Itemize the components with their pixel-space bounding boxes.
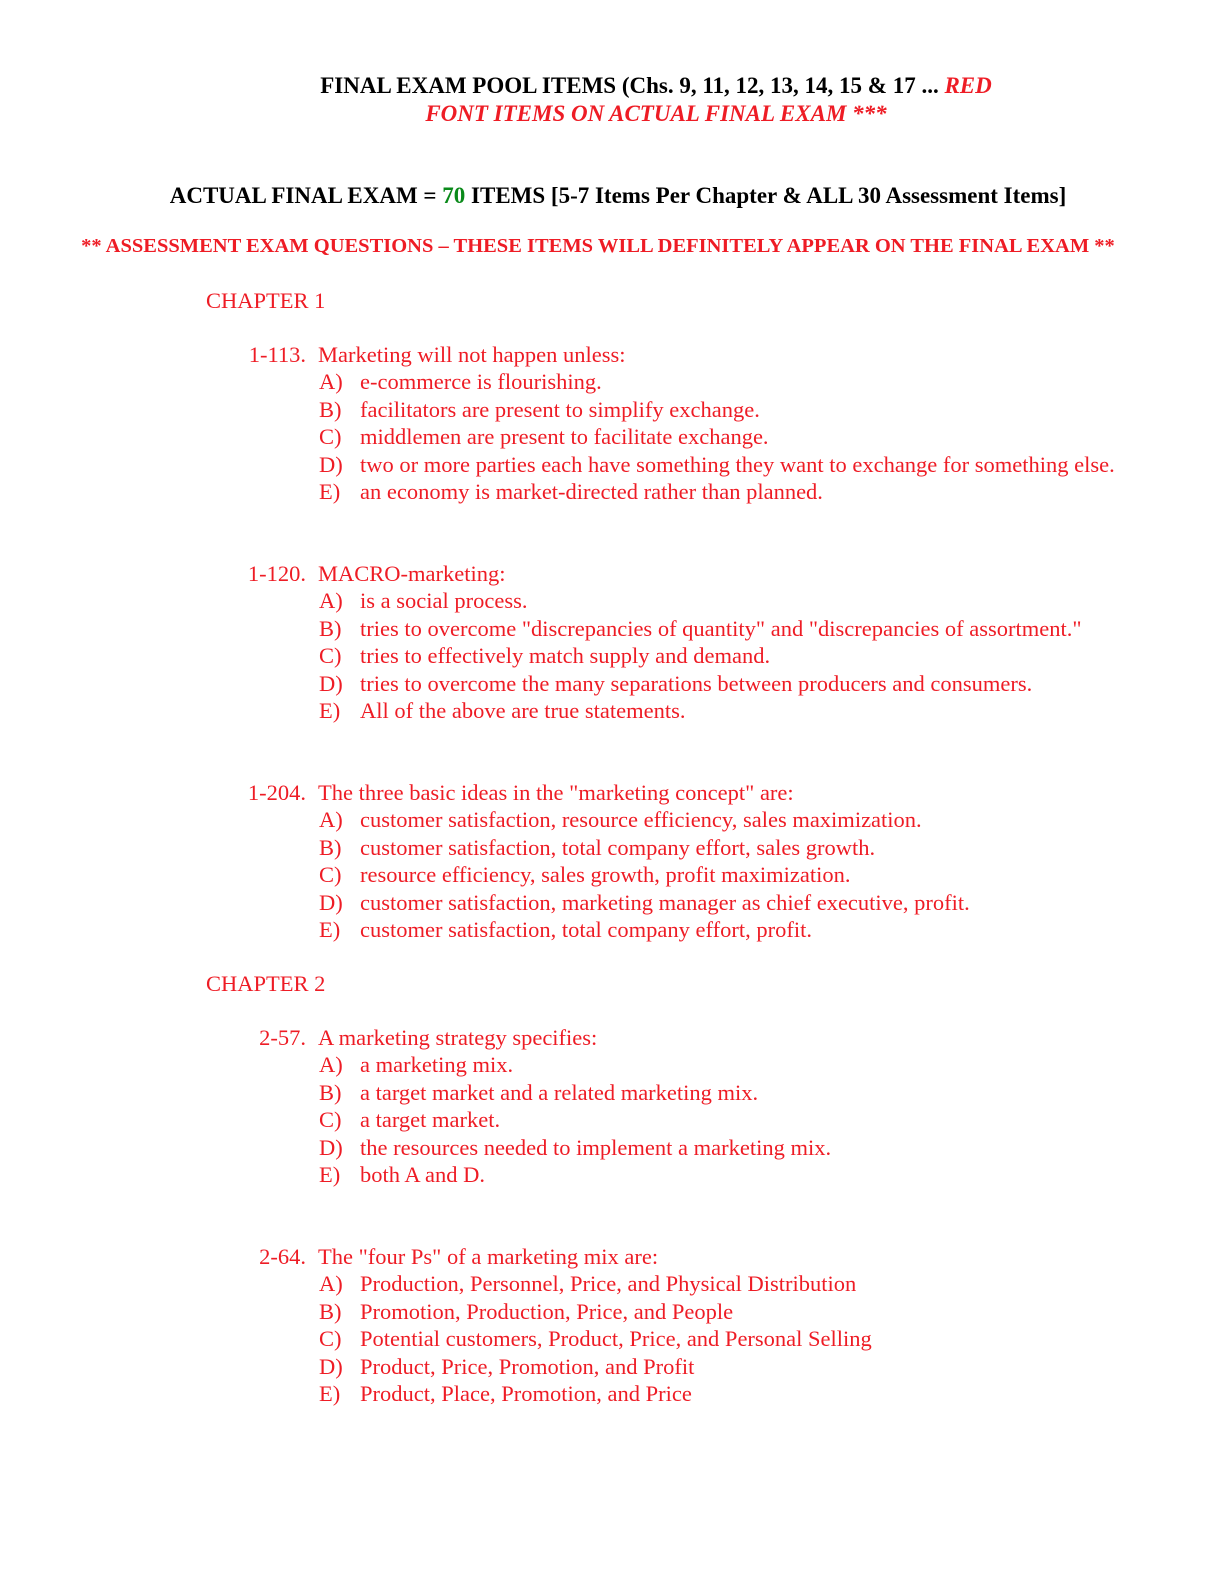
option-letter: B) bbox=[319, 1298, 342, 1324]
option-letter: C) bbox=[319, 1107, 342, 1133]
answer-option bbox=[0, 916, 1224, 943]
option-letter: A) bbox=[319, 588, 343, 614]
answer-option bbox=[0, 451, 1224, 478]
question-item bbox=[0, 1243, 1224, 1407]
option-letter: D) bbox=[319, 1353, 343, 1379]
answer-option bbox=[0, 1380, 1224, 1407]
option-letter: A) bbox=[319, 369, 343, 395]
option-text: customer satisfaction, total company effort, profit. bbox=[360, 916, 812, 942]
exam-count-suffix: ITEMS [5-7 Items Per Chapter & ALL 30 Assessment Items] bbox=[465, 183, 1067, 208]
option-letter: E) bbox=[319, 478, 341, 504]
answer-option bbox=[0, 1106, 1224, 1133]
question-stem: A marketing strategy specifies: bbox=[318, 1025, 598, 1050]
option-letter: E) bbox=[319, 916, 341, 942]
answer-option bbox=[0, 861, 1224, 888]
answer-option bbox=[0, 1134, 1224, 1161]
question-number: 2-64. bbox=[259, 1244, 306, 1269]
question-item bbox=[0, 560, 1224, 724]
option-text: Production, Personnel, Price, and Physical Distribution bbox=[360, 1271, 857, 1297]
question-number: 1-204. bbox=[247, 780, 306, 805]
option-letter: E) bbox=[319, 1161, 341, 1187]
answer-option bbox=[0, 615, 1224, 642]
answer-option bbox=[0, 368, 1224, 395]
option-letter: D) bbox=[319, 889, 343, 915]
exam-count-number: 70 bbox=[442, 183, 466, 208]
option-text: a target market and a related marketing mix. bbox=[360, 1079, 759, 1105]
title-black-text: FINAL EXAM POOL ITEMS (Chs. 9, 11, 12, 13, 14, 15 & 17 ... bbox=[320, 73, 945, 98]
answer-option bbox=[0, 1325, 1224, 1352]
option-letter: A) bbox=[319, 807, 343, 833]
document-title-line-2: FONT ITEMS ON ACTUAL FINAL EXAM *** bbox=[425, 101, 887, 126]
option-letter: B) bbox=[319, 1079, 342, 1105]
answer-option bbox=[0, 697, 1224, 724]
answer-option bbox=[0, 478, 1224, 505]
option-text: a marketing mix. bbox=[360, 1052, 514, 1078]
chapter-heading: CHAPTER 2 bbox=[206, 971, 326, 996]
option-letter: C) bbox=[319, 424, 342, 450]
option-letter: D) bbox=[319, 670, 343, 696]
chapter-heading: CHAPTER 1 bbox=[206, 288, 326, 313]
option-letter: B) bbox=[319, 615, 342, 641]
option-text: a target market. bbox=[360, 1107, 501, 1133]
option-letter: C) bbox=[319, 643, 342, 669]
option-letter: D) bbox=[319, 451, 343, 477]
answer-option bbox=[0, 889, 1224, 916]
title-red-text: RED bbox=[944, 73, 992, 98]
option-text: customer satisfaction, total company effort, sales growth. bbox=[360, 834, 876, 860]
option-text: tries to overcome the many separations between producers and consumers. bbox=[360, 670, 1033, 696]
option-letter: D) bbox=[319, 1134, 343, 1160]
answer-option bbox=[0, 1353, 1224, 1380]
option-text: Potential customers, Product, Price, and Personal Selling bbox=[360, 1326, 872, 1352]
answer-option bbox=[0, 670, 1224, 697]
option-text: e-commerce is flourishing. bbox=[360, 369, 602, 395]
answer-option bbox=[0, 423, 1224, 450]
option-letter: B) bbox=[319, 396, 342, 422]
option-letter: B) bbox=[319, 834, 342, 860]
option-text: Product, Price, Promotion, and Profit bbox=[360, 1353, 695, 1379]
option-text: tries to effectively match supply and demand. bbox=[360, 643, 771, 669]
assessment-banner: ** ASSESSMENT EXAM QUESTIONS – THESE ITEMS WILL DEFINITELY APPEAR ON THE FINAL EXAM ** bbox=[81, 235, 1115, 257]
option-letter: E) bbox=[319, 697, 341, 723]
answer-option bbox=[0, 1298, 1224, 1325]
option-text: Promotion, Production, Price, and People bbox=[360, 1298, 734, 1324]
option-text: customer satisfaction, resource efficiency, sales maximization. bbox=[360, 807, 922, 833]
question-stem: Marketing will not happen unless: bbox=[318, 342, 626, 367]
option-text: tries to overcome "discrepancies of quantity" and "discrepancies of assortment." bbox=[360, 615, 1082, 641]
answer-option bbox=[0, 1270, 1224, 1297]
document-title-line-1 bbox=[0, 72, 1224, 100]
option-text: Product, Place, Promotion, and Price bbox=[360, 1380, 692, 1406]
answer-option bbox=[0, 1079, 1224, 1106]
answer-option bbox=[0, 834, 1224, 861]
option-text: an economy is market-directed rather than planned. bbox=[360, 478, 823, 504]
exam-item-count bbox=[0, 182, 1224, 210]
option-letter: A) bbox=[319, 1052, 343, 1078]
option-text: middlemen are present to facilitate exchange. bbox=[360, 424, 769, 450]
question-number: 1-120. bbox=[247, 561, 306, 586]
exam-count-prefix: ACTUAL FINAL EXAM = bbox=[169, 183, 443, 208]
answer-option bbox=[0, 396, 1224, 423]
question-item bbox=[0, 779, 1224, 943]
option-text: the resources needed to implement a marketing mix. bbox=[360, 1134, 832, 1160]
answer-option bbox=[0, 1051, 1224, 1078]
option-text: facilitators are present to simplify exchange. bbox=[360, 396, 760, 422]
option-text: customer satisfaction, marketing manager as chief executive, profit. bbox=[360, 889, 970, 915]
answer-option bbox=[0, 587, 1224, 614]
answer-option bbox=[0, 806, 1224, 833]
question-item bbox=[0, 341, 1224, 505]
question-stem: The "four Ps" of a marketing mix are: bbox=[318, 1244, 659, 1269]
option-text: All of the above are true statements. bbox=[360, 697, 686, 723]
option-letter: A) bbox=[319, 1271, 343, 1297]
question-number: 1-113. bbox=[248, 342, 306, 367]
question-stem: The three basic ideas in the "marketing concept" are: bbox=[318, 780, 794, 805]
answer-option bbox=[0, 642, 1224, 669]
option-letter: E) bbox=[319, 1380, 341, 1406]
question-stem: MACRO-marketing: bbox=[318, 561, 506, 586]
option-letter: C) bbox=[319, 1326, 342, 1352]
question-number: 2-57. bbox=[259, 1025, 306, 1050]
option-text: two or more parties each have something they want to exchange for something else. bbox=[360, 451, 1115, 477]
question-item bbox=[0, 1024, 1224, 1188]
option-letter: C) bbox=[319, 862, 342, 888]
option-text: both A and D. bbox=[360, 1161, 486, 1187]
option-text: is a social process. bbox=[360, 588, 528, 614]
option-text: resource efficiency, sales growth, profit maximization. bbox=[360, 862, 851, 888]
answer-option bbox=[0, 1161, 1224, 1188]
